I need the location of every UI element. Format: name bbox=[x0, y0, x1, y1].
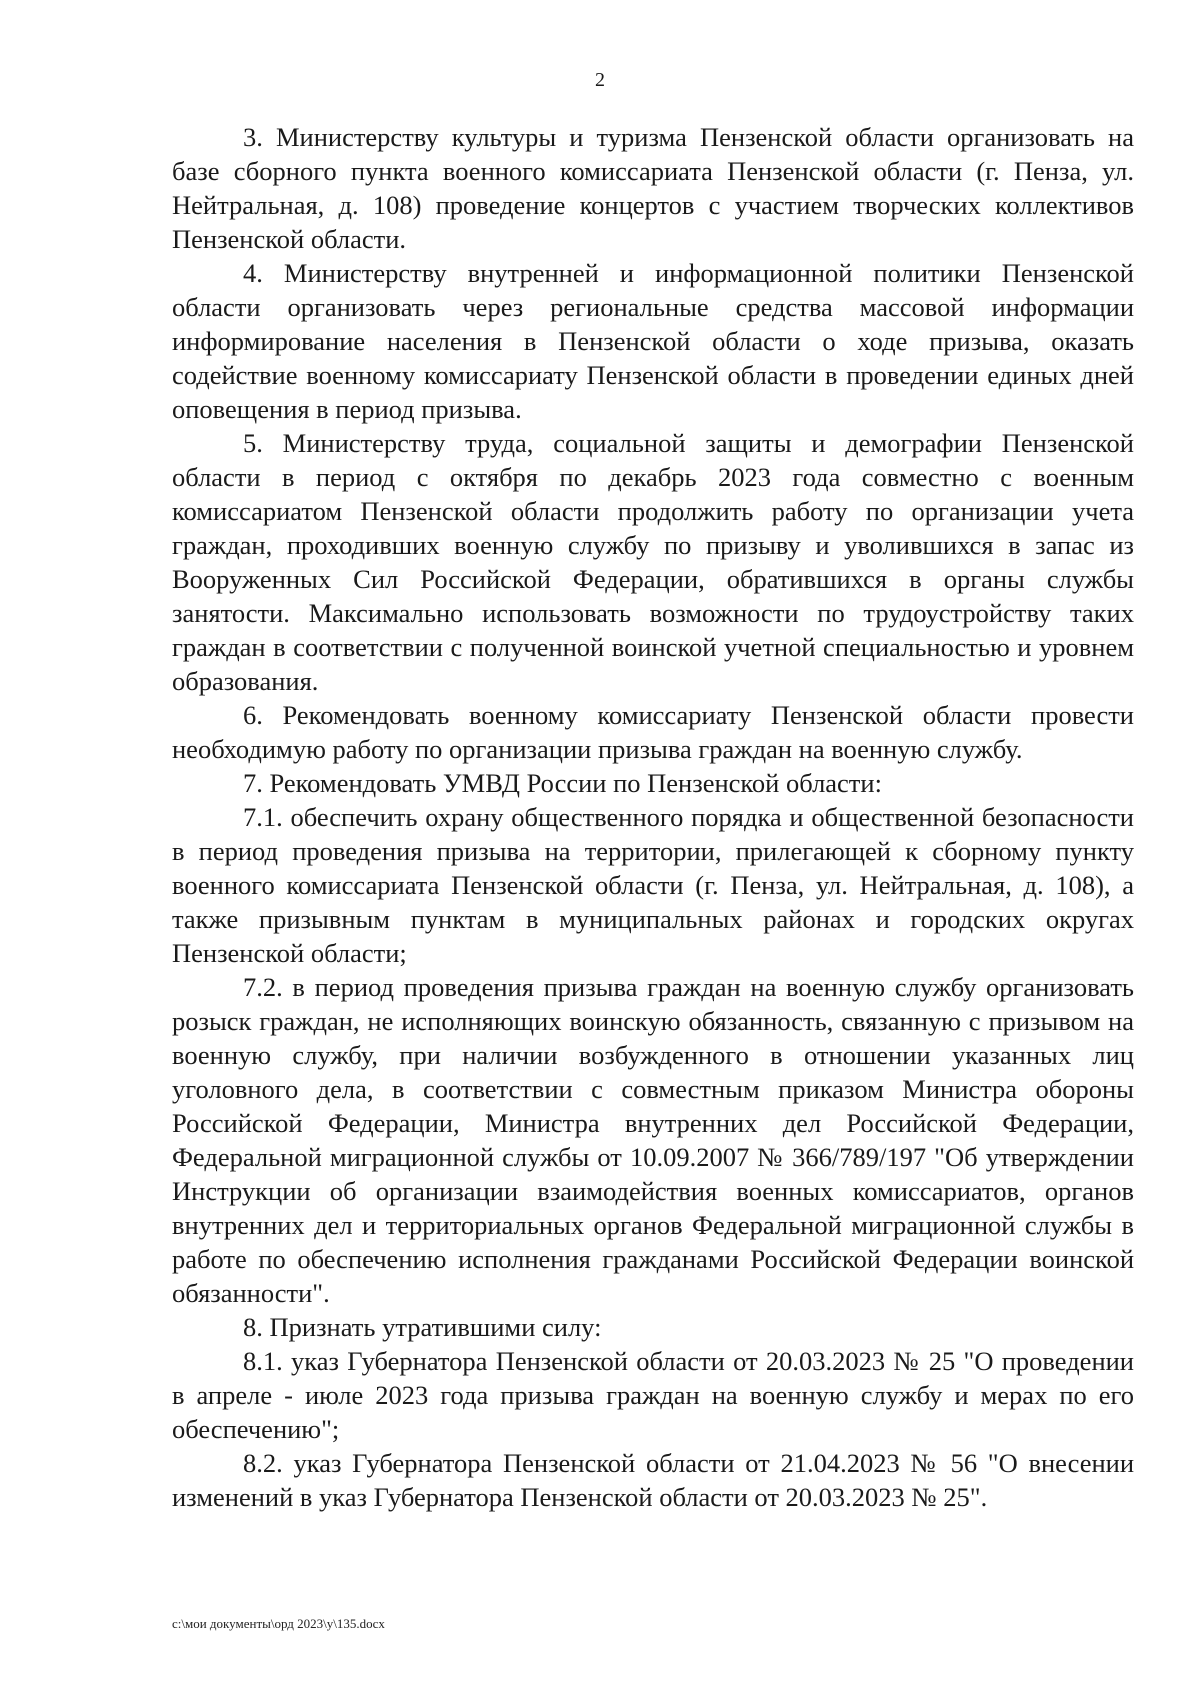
page-number: 2 bbox=[595, 69, 605, 91]
paragraph-8-1: 8.1. указ Губернатора Пензенской области от 20.03.2023 № 25 "О проведении в апреле - июле 2023 года призыва граждан на военную службу и мерах по его обеспечению"; bbox=[172, 1346, 1134, 1444]
paragraph-5: 5. Министерству труда, социальной защиты и демографии Пензенской области в период с октября по декабрь 2023 года совместно с военным комиссариатом Пензенской области продолжить работу по организации учета граждан, проходивших военную службу по призыву и уволившихся в запас из Вооруженных Сил Российской Федерации, обратившихся в органы службы занятости. Максимально использовать возможности по трудоустройству таких граждан в соответствии с полученной воинской учетной специальностью и уровнем образования. bbox=[172, 428, 1134, 696]
paragraph-4: 4. Министерству внутренней и информационной политики Пензенской области организовать через региональные средства массовой информации информирование населения в Пензенской области о ходе призыва, оказать содействие военному комиссариату Пензенской области в проведении единых дней оповещения в период призыва. bbox=[172, 258, 1134, 424]
document-body bbox=[172, 120, 1134, 1514]
paragraph-8-2: 8.2. указ Губернатора Пензенской области от 21.04.2023 № 56 "О внесении изменений в указ Губернатора Пензенской области от 20.03.2023 № 25". bbox=[172, 1448, 1134, 1512]
paragraph-3: 3. Министерству культуры и туризма Пензенской области организовать на базе сборного пункта военного комиссариата Пензенской области (г. Пенза, ул. Нейтральная, д. 108) проведение концертов с участием творческих коллективов Пензенской области. bbox=[172, 122, 1134, 254]
paragraph-7: 7. Рекомендовать УМВД России по Пензенской области: bbox=[243, 768, 882, 798]
paragraph-7-2: 7.2. в период проведения призыва граждан на военную службу организовать розыск граждан, не исполняющих воинскую обязанность, связанную с призывом на военную службу, при наличии возбужденного в отношении указанных лиц уголовного дела, в соответствии с совместным приказом Министра обороны Российской Федерации, Министра внутренних дел Российской Федерации, Федеральной миграционной службы от 10.09.2007 № 366/789/197 "Об утверждении Инструкции об организации взаимодействия военных комиссариатов, органов внутренних дел и территориальных органов Федеральной миграционной службы в работе по обеспечению исполнения гражданами Российской Федерации воинской обязанности". bbox=[172, 972, 1134, 1308]
paragraph-7-1: 7.1. обеспечить охрану общественного порядка и общественной безопасности в период проведения призыва на территории, прилегающей к сборному пункту военного комиссариата Пензенской области (г. Пенза, ул. Нейтральная, д. 108), а также призывным пунктам в муниципальных районах и городских округах Пензенской области; bbox=[172, 802, 1134, 968]
paragraph-8: 8. Признать утратившими силу: bbox=[243, 1312, 602, 1342]
paragraph-6: 6. Рекомендовать военному комиссариату Пензенской области провести необходимую работу по организации призыва граждан на военную службу. bbox=[172, 700, 1134, 764]
footer-file-path: c:\мои документы\орд 2023\у\135.docx bbox=[172, 1616, 385, 1631]
